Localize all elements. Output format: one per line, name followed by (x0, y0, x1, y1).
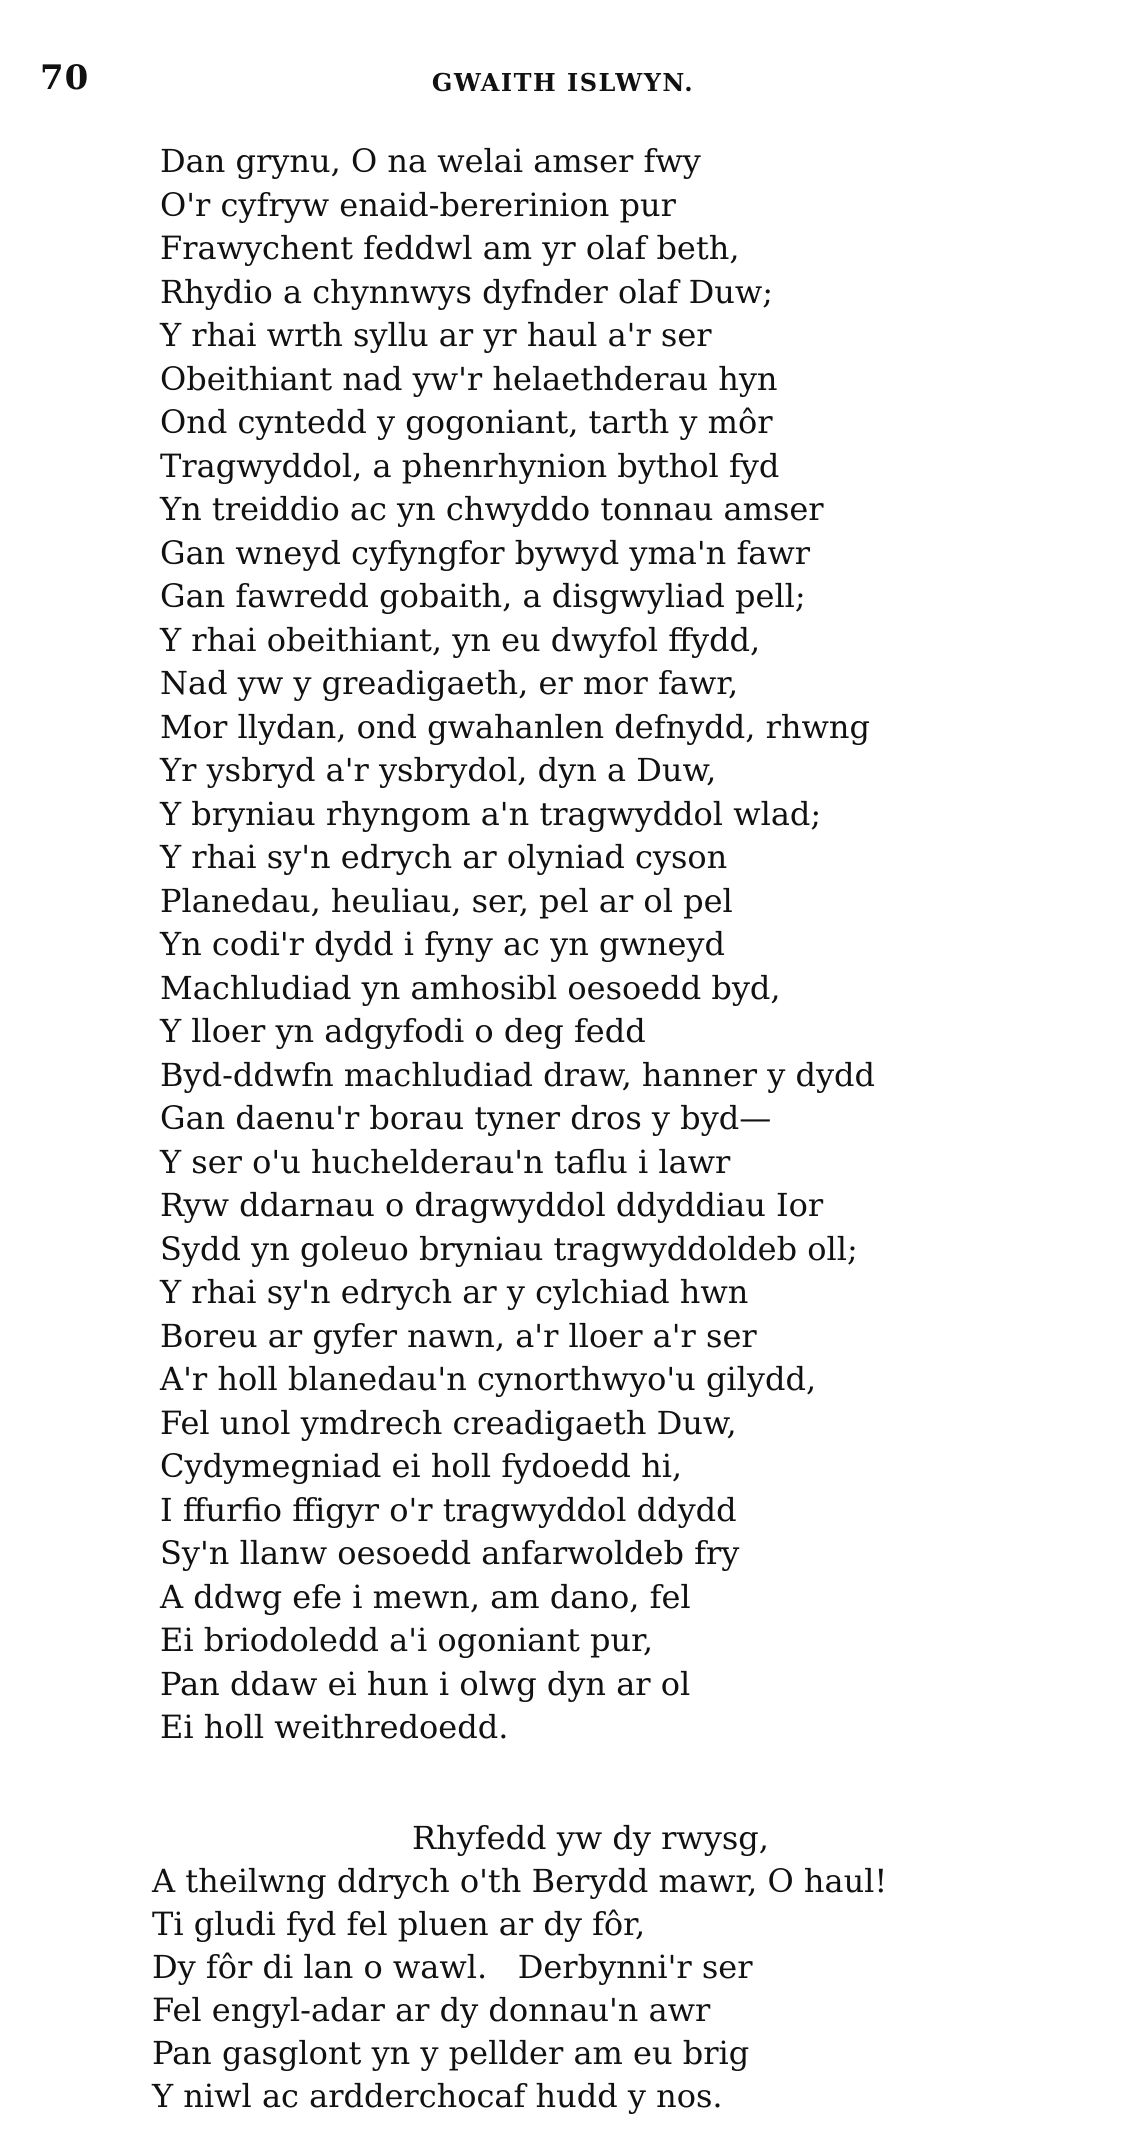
poem-line: Y lloer yn adgyfodi o deg fedd (160, 1012, 646, 1050)
poem-line: Sydd yn goleuo bryniau tragwyddoldeb oll; (160, 1229, 858, 1268)
poem-line: Ryw ddarnau o dragwyddol ddyddiau Ior (160, 1186, 824, 1224)
poem-line: Y rhai wrth syllu ar yr haul a'r ser (160, 316, 712, 354)
poem-line: I ffurfio ffigyr o'r tragwyddol ddydd (160, 1490, 737, 1529)
poem-line: Ond cyntedd y gogoniant, tarth y môr (160, 403, 773, 441)
poem-line: Ei holl weithredoedd. (160, 1708, 509, 1746)
poem-line: Pan gasglont yn y pellder am eu brig (152, 2034, 750, 2072)
poem-line: Rhydio a chynnwys dyfnder olaf Duw; (160, 272, 774, 311)
poem-line: Ti gludi fyd fel pluen ar dy fôr, (152, 1905, 646, 1943)
poem-line: Tragwyddol, a phenrhynion bythol fyd (160, 446, 780, 485)
poem-line: Yn treiddio ac yn chwyddo tonnau amser (160, 490, 824, 528)
poem-line: A'r holl blanedau'n cynorthwyo'u gilydd, (160, 1360, 817, 1398)
poem-line: Nad yw y greadigaeth, er mor fawr, (160, 664, 739, 702)
poem-line: Mor llydan, ond gwahanlen defnydd, rhwng (160, 707, 870, 746)
poem-line: A theilwng ddrych o'th Berydd mawr, O haul! (152, 1862, 888, 1900)
poem-line: Frawychent feddwl am yr olaf beth, (160, 229, 740, 267)
poem-line: Sy'n llanw oesoedd anfarwoldeb fry (160, 1534, 740, 1572)
poem-line: Fel engyl-adar ar dy donnau'n awr (152, 1991, 711, 2029)
poem-line: Gan daenu'r borau tyner dros y byd— (160, 1099, 772, 1137)
poem-line: Fel unol ymdrech creadigaeth Duw, (160, 1403, 737, 1442)
poem-line: Y rhai sy'n edrych ar olyniad cyson (160, 838, 728, 876)
poem-stanza-2 (152, 1817, 1112, 2118)
poem-line: Gan fawredd gobaith, a disgwyliad pell; (160, 577, 806, 615)
poem-line: O'r cyfryw enaid-bererinion pur (160, 185, 676, 224)
poem-line: Y bryniau rhyngom a'n tragwyddol wlad; (160, 794, 822, 833)
poem-line: Y niwl ac ardderchocaf hudd y nos. (152, 2077, 723, 2115)
poem-line: Cydymegniad ei holl fydoedd hi, (160, 1447, 683, 1485)
poem-line: Gan wneyd cyfyngfor bywyd yma'n fawr (160, 533, 811, 572)
page-number: 70 (40, 58, 90, 98)
poem-line: Rhyfedd yw dy rwysg, (412, 1819, 769, 1857)
poem-line: Y rhai sy'n edrych ar y cylchiad hwn (160, 1273, 749, 1311)
poem-line: Dan grynu, O na welai amser fwy (160, 142, 701, 180)
poem-line: Dy fôr di lan o wawl. Derbynni'r ser (152, 1948, 753, 1986)
poem-line: Planedau, heuliau, ser, pel ar ol pel (160, 881, 733, 920)
poem-line: Pan ddaw ei hun i olwg dyn ar ol (160, 1664, 691, 1703)
poem-stanza-1 (160, 140, 1080, 1750)
poem-line: Y rhai obeithiant, yn eu dwyfol ffydd, (160, 620, 761, 659)
running-head: GWAITH ISLWYN. (431, 68, 695, 97)
poem-line: Machludiad yn amhosibl oesoedd byd, (160, 968, 781, 1007)
poem-line: Byd-ddwfn machludiad draw, hanner y dydd (160, 1055, 876, 1094)
poem-line: A ddwg efe i mewn, am dano, fel (160, 1577, 691, 1616)
poem-line: Yr ysbryd a'r ysbrydol, dyn a Duw, (160, 751, 717, 789)
poem-line: Y ser o'u huchelderau'n taflu i lawr (160, 1142, 731, 1181)
poem-line: Boreu ar gyfer nawn, a'r lloer a'r ser (160, 1316, 757, 1355)
poem-line: Ei briodoledd a'i ogoniant pur, (160, 1621, 654, 1659)
poem-line: Yn codi'r dydd i fyny ac yn gwneyd (160, 925, 725, 963)
poem-line: Obeithiant nad yw'r helaethderau hyn (160, 359, 778, 398)
